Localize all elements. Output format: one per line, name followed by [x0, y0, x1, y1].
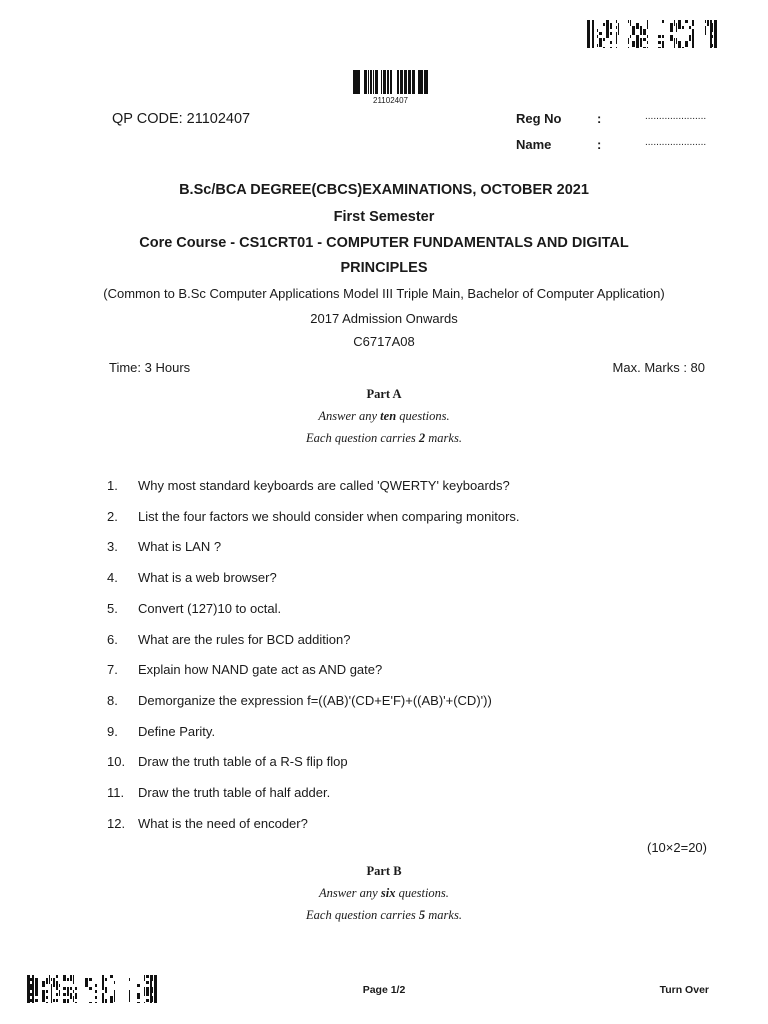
question-number: 5. — [107, 601, 118, 616]
question-number: 9. — [107, 724, 118, 739]
question-text: Why most standard keyboards are called 'QWERTY' keyboards? — [138, 478, 510, 493]
question-text: What are the rules for BCD addition? — [138, 632, 351, 647]
name-label: Name — [516, 137, 552, 152]
part-b-instruction-1: Answer any six questions. — [319, 886, 449, 900]
question-number: 7. — [107, 662, 118, 677]
reg-no-colon: : — [597, 111, 602, 126]
question-text: Define Parity. — [138, 724, 216, 739]
exam-title: B.Sc/BCA DEGREE(CBCS)EXAMINATIONS, OCTOBER 2021 — [179, 182, 589, 198]
question-number: 6. — [107, 632, 118, 647]
question-number: 8. — [107, 693, 118, 708]
question-number: 3. — [107, 539, 118, 554]
question-text: Draw the truth table of a R-S flip flop — [138, 754, 348, 769]
question-number: 2. — [107, 509, 118, 524]
part-a-instruction-1: Answer any ten questions. — [318, 409, 450, 423]
question-text: Explain how NAND gate act as AND gate? — [138, 662, 383, 677]
part-b-title: Part B — [366, 864, 402, 878]
question-number: 11. — [107, 785, 125, 800]
name-blank[interactable]: ...................... — [645, 137, 707, 148]
question-number: 1. — [107, 478, 118, 493]
course-title-line1: Core Course - CS1CRT01 - COMPUTER FUNDAMENTALS AND DIGITAL — [139, 235, 629, 251]
common-to-note: (Common to B.Sc Computer Applications Model III Triple Main, Bachelor of Computer Application) — [103, 286, 665, 301]
question-number: 10. — [107, 754, 126, 769]
question-number: 4. — [107, 570, 118, 585]
question-text: Demorganize the expression f=((AB)'(CD+E'F)+((AB)'+(CD)')) — [138, 693, 492, 708]
course-title-line2: PRINCIPLES — [340, 260, 428, 276]
question-text: What is a web browser? — [138, 570, 277, 585]
question-number: 12. — [107, 816, 126, 831]
barcode-center — [353, 70, 428, 94]
part-b-instruction-2: Each question carries 5 marks. — [306, 908, 462, 922]
max-marks: Max. Marks : 80 — [612, 360, 705, 375]
name-colon: : — [597, 137, 602, 152]
semester: First Semester — [333, 209, 435, 225]
question-text: What is the need of encoder? — [138, 816, 308, 831]
time-allowed: Time: 3 Hours — [109, 360, 191, 375]
qp-code: QP CODE: 21102407 — [112, 111, 251, 127]
part-a-marks: (10×2=20) — [647, 840, 707, 855]
reg-no-blank[interactable]: ...................... — [645, 111, 707, 122]
part-a-title: Part A — [366, 387, 402, 401]
reg-no-label: Reg No — [516, 111, 562, 126]
question-text: Draw the truth table of half adder. — [138, 785, 331, 800]
question-text: List the four factors we should consider when comparing monitors. — [138, 509, 520, 524]
barcode-center-label: 21102407 — [373, 96, 408, 105]
turn-over: Turn Over — [659, 984, 709, 996]
part-a-instruction-2: Each question carries 2 marks. — [306, 431, 462, 445]
paper-code: C6717A08 — [353, 334, 415, 349]
question-text: Convert (127)10 to octal. — [138, 601, 282, 616]
page-number: Page 1/2 — [362, 984, 406, 996]
barcode-top-right — [587, 20, 717, 48]
question-text: What is LAN ? — [138, 539, 222, 554]
admission-note: 2017 Admission Onwards — [310, 311, 458, 326]
